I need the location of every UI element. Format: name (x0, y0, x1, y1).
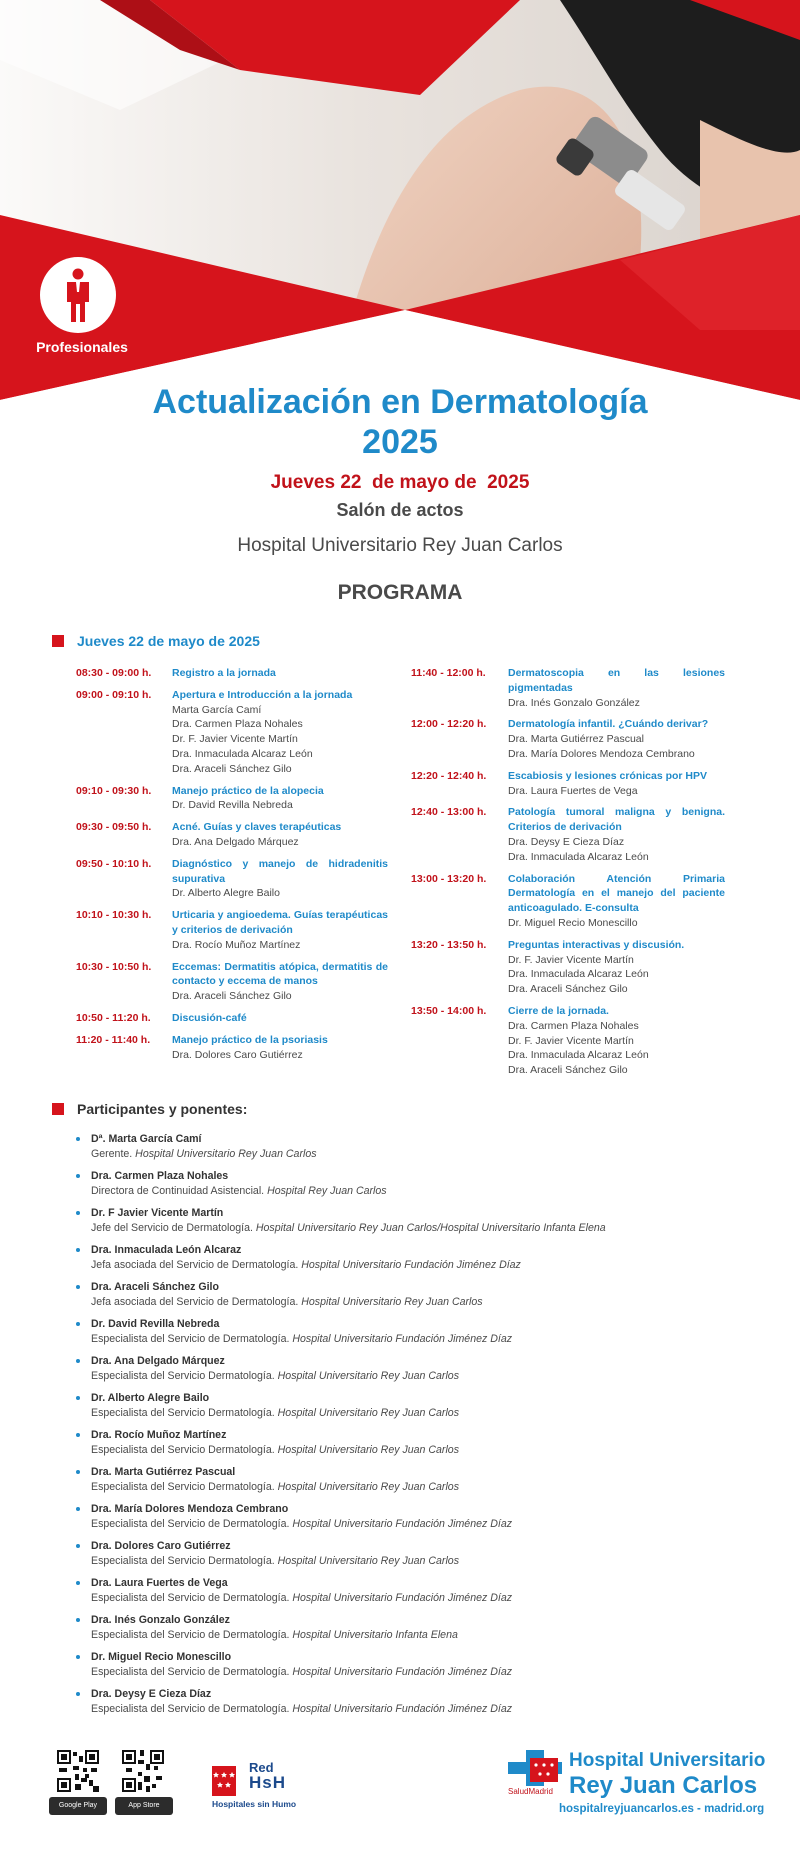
participant-name: Dr. Alberto Alegre Bailo (91, 1392, 210, 1404)
bullet-icon (76, 1248, 80, 1252)
participant-organization: Hospital Universitario Rey Juan Carlos (277, 1406, 459, 1419)
slot-body (172, 960, 388, 1004)
schedule-slot (76, 1011, 388, 1026)
salud-madrid-label: SaludMadrid (508, 1787, 553, 1796)
red-square-marker (52, 635, 64, 647)
slot-speaker: Dra. Marta Gutiérrez Pascual (508, 733, 644, 746)
participant-role: Jefa asociada del Servicio de Dermatología. (91, 1258, 302, 1271)
participant-name: Dra. Rocío Muñoz Martínez (91, 1429, 227, 1441)
participant-item (76, 1539, 736, 1576)
bullet-icon (76, 1655, 80, 1659)
participant-item (76, 1169, 736, 1206)
slot-speaker: Dr. Miguel Recio Monescillo (508, 916, 638, 929)
participant-role: Especialista del Servicio Dermatología. (91, 1480, 278, 1493)
slot-speaker: Dra. Araceli Sánchez Gilo (172, 990, 292, 1003)
participant-role: Especialista del Servicio Dermatología. (91, 1554, 278, 1567)
schedule-slot (411, 769, 725, 799)
participant-item (76, 1465, 736, 1502)
participant-role: Gerente. (91, 1147, 136, 1160)
participant-organization: Hospital Universitario Fundación Jiménez Díaz (292, 1665, 513, 1678)
schedule-slot (76, 1033, 388, 1063)
slot-body (508, 666, 725, 710)
schedule-slot (411, 805, 725, 864)
schedule-slot (411, 666, 725, 710)
participant-item (76, 1502, 736, 1539)
participants-list (76, 1132, 736, 1724)
participant-organization: Hospital Universitario Rey Juan Carlos (301, 1295, 483, 1308)
participant-name: Dra. Inmaculada León Alcaraz (91, 1244, 242, 1256)
slot-time: 09:50 - 10:10 h. (76, 857, 152, 870)
red-hsh-logo (212, 1760, 312, 1808)
slot-topic: Registro a la jornada (172, 667, 276, 679)
participants-heading (52, 1101, 247, 1117)
participant-role: Especialista del Servicio de Dermatología. (91, 1332, 293, 1345)
red-square-marker (52, 1103, 64, 1115)
hospital-logo (508, 1750, 770, 1798)
slot-speaker: Dr. F. Javier Vicente Martín (172, 733, 298, 746)
participant-name: Dª. Marta García Camí (91, 1133, 202, 1145)
slot-topic: Manejo práctico de la psoriasis (172, 1033, 328, 1046)
participant-item (76, 1206, 736, 1243)
event-venue: Salón de actos (336, 500, 464, 520)
schedule-slot (411, 872, 725, 931)
red-word: Red (249, 1760, 274, 1775)
slot-body (172, 666, 388, 681)
slot-speaker: Dra. Laura Fuertes de Vega (508, 784, 638, 797)
bullet-icon (76, 1396, 80, 1400)
bullet-icon (76, 1507, 80, 1511)
participant-role: Jefe del Servicio de Dermatología. (91, 1221, 256, 1234)
slot-time: 13:50 - 14:00 h. (411, 1004, 487, 1017)
slot-speaker: Dra. Rocío Muñoz Martínez (172, 938, 301, 951)
badge-label: Profesionales (36, 339, 128, 355)
participant-name: Dra. Laura Fuertes de Vega (91, 1577, 228, 1589)
slot-body (508, 872, 725, 931)
bullet-icon (76, 1692, 80, 1696)
slot-speaker: Marta García Camí (172, 703, 262, 716)
slot-topic: Urticaria y angioedema. Guías terapéuticas y criterios de derivación (172, 909, 388, 936)
slot-time: 12:00 - 12:20 h. (411, 718, 487, 731)
slot-speaker: Dra. Inmaculada Alcaraz León (172, 747, 313, 760)
schedule-column-left (76, 666, 388, 1069)
participant-role: Especialista del Servicio de Dermatología. (91, 1665, 293, 1678)
hospital-logo-line-1: Hospital Universitario (569, 1750, 766, 1771)
slot-body (172, 820, 388, 850)
website-link[interactable]: hospitalreyjuancarlos.es - madrid.org (559, 1803, 765, 1815)
schedule-slot (76, 666, 388, 681)
slot-topic: Colaboración Atención Primaria Dermatología en el manejo del paciente anticoagulado. E-consulta (508, 872, 725, 915)
slot-topic: Manejo práctico de la alopecia (172, 784, 324, 797)
participant-name: Dra. Dolores Caro Gutiérrez (91, 1540, 231, 1552)
participant-item (76, 1613, 736, 1650)
participant-item (76, 1132, 736, 1169)
slot-speaker: Dra. Inés Gonzalo González (508, 696, 640, 709)
slot-time: 12:40 - 13:00 h. (411, 806, 487, 819)
slot-body (172, 1033, 388, 1063)
slot-speaker: Dra. Inmaculada Alcaraz León (508, 968, 649, 981)
slot-speaker: Dra. Inmaculada Alcaraz León (508, 1049, 649, 1062)
app-store-badge[interactable]: App Store (115, 1797, 173, 1815)
slot-time: 08:30 - 09:00 h. (76, 667, 152, 679)
participant-role: Especialista del Servicio Dermatología. (91, 1406, 278, 1419)
slot-topic: Dermatoscopia en las lesiones pigmentadas (508, 667, 725, 694)
salud-madrid-cross-icon (508, 1750, 562, 1786)
madrid-flag-icon (212, 1762, 236, 1800)
participant-organization: Hospital Universitario Infanta Elena (292, 1628, 458, 1641)
slot-topic: Patología tumoral maligna y benigna. Criterios de derivación (508, 806, 725, 834)
google-play-badge[interactable]: Google Play (49, 1797, 107, 1815)
slot-speaker: Dr. F. Javier Vicente Martín (508, 1034, 634, 1047)
bullet-icon (76, 1285, 80, 1289)
schedule-slot (76, 960, 388, 1004)
participant-name: Dr. Miguel Recio Monescillo (91, 1651, 232, 1663)
participant-organization: Hospital Rey Juan Carlos (267, 1184, 387, 1197)
bullet-icon (76, 1211, 80, 1215)
participant-organization: Hospital Universitario Rey Juan Carlos (277, 1480, 459, 1493)
hsh-subtitle: Hospitales sin Humo (212, 1799, 297, 1809)
bullet-icon (76, 1322, 80, 1326)
slot-time: 10:30 - 10:50 h. (76, 960, 152, 973)
participant-organization: Hospital Universitario Rey Juan Carlos (277, 1554, 459, 1567)
slot-speaker: Dra. Araceli Sánchez Gilo (172, 762, 292, 775)
participant-organization: Hospital Universitario Rey Juan Carlos (277, 1443, 459, 1456)
slot-speaker: Dra. Araceli Sánchez Gilo (508, 1064, 628, 1077)
bullet-icon (76, 1359, 80, 1363)
slot-speaker: Dr. F. Javier Vicente Martín (508, 953, 634, 966)
participant-organization: Hospital Universitario Fundación Jiménez Díaz (292, 1591, 513, 1604)
participant-name: Dra. Inés Gonzalo González (91, 1614, 230, 1626)
slot-speaker: Dra. Dolores Caro Gutiérrez (172, 1048, 303, 1061)
slot-time: 11:40 - 12:00 h. (411, 667, 486, 679)
participant-item (76, 1354, 736, 1391)
participant-item (76, 1317, 736, 1354)
participant-item (76, 1576, 736, 1613)
slot-topic: Eccemas: Dermatitis atópica, dermatitis de contacto y eccema de manos (172, 960, 388, 988)
participants-heading-label: Participantes y ponentes: (77, 1101, 248, 1117)
schedule-slot (411, 717, 725, 761)
participant-organization: Hospital Universitario Fundación Jiménez Díaz (292, 1332, 513, 1345)
title-line-1: Actualización en Dermatología (152, 383, 648, 421)
participant-organization: Hospital Universitario Fundación Jiménez Díaz (301, 1258, 521, 1271)
participant-item (76, 1280, 736, 1317)
slot-time: 09:00 - 09:10 h. (76, 688, 152, 701)
professionals-badge (40, 257, 116, 333)
slot-body (508, 938, 725, 997)
slot-time: 13:00 - 13:20 h. (411, 872, 487, 885)
program-heading: PROGRAMA (337, 581, 463, 604)
participant-name: Dr. F Javier Vicente Martín (91, 1207, 224, 1219)
slot-body (172, 688, 388, 777)
participant-item (76, 1243, 736, 1280)
slot-speaker: Dra. Carmen Plaza Nohales (172, 718, 303, 731)
slot-speaker: Dra. María Dolores Mendoza Cembrano (508, 747, 695, 760)
event-date: Jueves 22 de mayo de 2025 (270, 472, 530, 493)
bullet-icon (76, 1544, 80, 1548)
event-hospital: Hospital Universitario Rey Juan Carlos (237, 535, 563, 556)
slot-body (508, 805, 725, 864)
schedule-slot (76, 908, 388, 952)
participant-item (76, 1428, 736, 1465)
schedule-column-right (411, 666, 725, 1085)
participant-organization: Hospital Universitario Fundación Jiménez Díaz (292, 1517, 513, 1530)
slot-topic: Escabiosis y lesiones crónicas por HPV (508, 769, 708, 782)
slot-body (172, 908, 388, 952)
hsh-word: HsH (249, 1773, 287, 1792)
qr-code-app-store-icon[interactable] (122, 1750, 164, 1792)
slot-body (172, 857, 388, 901)
participant-organization: Hospital Universitario Rey Juan Carlos (135, 1147, 317, 1160)
participant-organization: Hospital Universitario Rey Juan Carlos (277, 1369, 459, 1382)
title-line-2: 2025 (362, 423, 438, 461)
participant-name: Dra. Ana Delgado Márquez (91, 1355, 225, 1367)
participant-role: Jefa asociada del Servicio de Dermatología. (91, 1295, 302, 1308)
slot-speaker: Dra. Inmaculada Alcaraz León (508, 850, 649, 863)
bullet-icon (76, 1470, 80, 1474)
participant-name: Dra. Marta Gutiérrez Pascual (91, 1466, 236, 1478)
participant-item (76, 1687, 736, 1724)
participant-role: Especialista del Servicio de Dermatología. (91, 1591, 293, 1604)
slot-topic: Cierre de la jornada. (508, 1004, 609, 1017)
header-banner (0, 0, 800, 410)
participant-role: Directora de Continuidad Asistencial. (91, 1184, 268, 1197)
schedule-slot (411, 938, 725, 997)
qr-code-google-play-icon[interactable] (57, 1750, 99, 1792)
participant-role: Especialista del Servicio Dermatología. (91, 1369, 278, 1382)
slot-topic: Apertura e Introducción a la jornada (172, 688, 353, 701)
schedule-slot (411, 1004, 725, 1078)
slot-speaker: Dra. Araceli Sánchez Gilo (508, 983, 628, 996)
bullet-icon (76, 1581, 80, 1585)
slot-time: 09:30 - 09:50 h. (76, 821, 152, 834)
bullet-icon (76, 1618, 80, 1622)
day-heading-label: Jueves 22 de mayo de 2025 (77, 633, 260, 649)
slot-speaker: Dr. Alberto Alegre Bailo (172, 887, 280, 900)
slot-body (508, 769, 725, 799)
day-heading (52, 633, 260, 649)
participant-name: Dra. María Dolores Mendoza Cembrano (91, 1503, 289, 1515)
slot-speaker: Dra. Carmen Plaza Nohales (508, 1019, 639, 1032)
participant-organization: Hospital Universitario Fundación Jiménez Díaz (292, 1702, 513, 1715)
participant-name: Dra. Araceli Sánchez Gilo (91, 1281, 219, 1293)
participant-organization: Hospital Universitario Rey Juan Carlos/Hospital Universitario Infanta Elena (255, 1221, 606, 1234)
slot-time: 10:50 - 11:20 h. (76, 1011, 151, 1024)
slot-speaker: Dra. Deysy E Cieza Díaz (508, 835, 625, 848)
slot-time: 13:20 - 13:50 h. (411, 938, 487, 951)
slot-body (172, 784, 388, 814)
slot-speaker: Dra. Ana Delgado Márquez (172, 835, 299, 848)
professional-person-icon (64, 268, 92, 322)
schedule-slot (76, 820, 388, 850)
slot-topic: Dermatología infantil. ¿Cuándo derivar? (508, 718, 709, 731)
participant-role: Especialista del Servicio Dermatología. (91, 1443, 278, 1456)
slot-time: 11:20 - 11:40 h. (76, 1033, 151, 1046)
slot-body (172, 1011, 388, 1026)
hospital-logo-line-2: Rey Juan Carlos (569, 1772, 758, 1799)
participant-name: Dr. David Revilla Nebreda (91, 1318, 220, 1330)
schedule-slot (76, 784, 388, 814)
participant-name: Dra. Carmen Plaza Nohales (91, 1170, 229, 1182)
bullet-icon (76, 1137, 80, 1141)
slot-body (508, 717, 725, 761)
bullet-icon (76, 1174, 80, 1178)
participant-role: Especialista del Servicio de Dermatología. (91, 1628, 293, 1641)
slot-topic: Diagnóstico y manejo de hidradenitis supurativa (172, 857, 388, 885)
participant-role: Especialista del Servicio de Dermatología. (91, 1702, 293, 1715)
slot-topic: Acné. Guías y claves terapéuticas (172, 821, 342, 834)
slot-time: 12:20 - 12:40 h. (411, 769, 487, 782)
page-title (100, 382, 700, 462)
slot-time: 10:10 - 10:30 h. (76, 909, 152, 922)
slot-time: 09:10 - 09:30 h. (76, 784, 152, 797)
schedule-slot (76, 857, 388, 901)
participant-item (76, 1391, 736, 1428)
slot-body (508, 1004, 725, 1078)
bullet-icon (76, 1433, 80, 1437)
slot-speaker: Dr. David Revilla Nebreda (172, 799, 293, 812)
participant-role: Especialista del Servicio de Dermatología. (91, 1517, 293, 1530)
participant-item (76, 1650, 736, 1687)
slot-topic: Discusión-café (172, 1011, 247, 1024)
participant-name: Dra. Deysy E Cieza Díaz (91, 1688, 212, 1700)
slot-topic: Preguntas interactivas y discusión. (508, 938, 685, 951)
schedule-slot (76, 688, 388, 777)
